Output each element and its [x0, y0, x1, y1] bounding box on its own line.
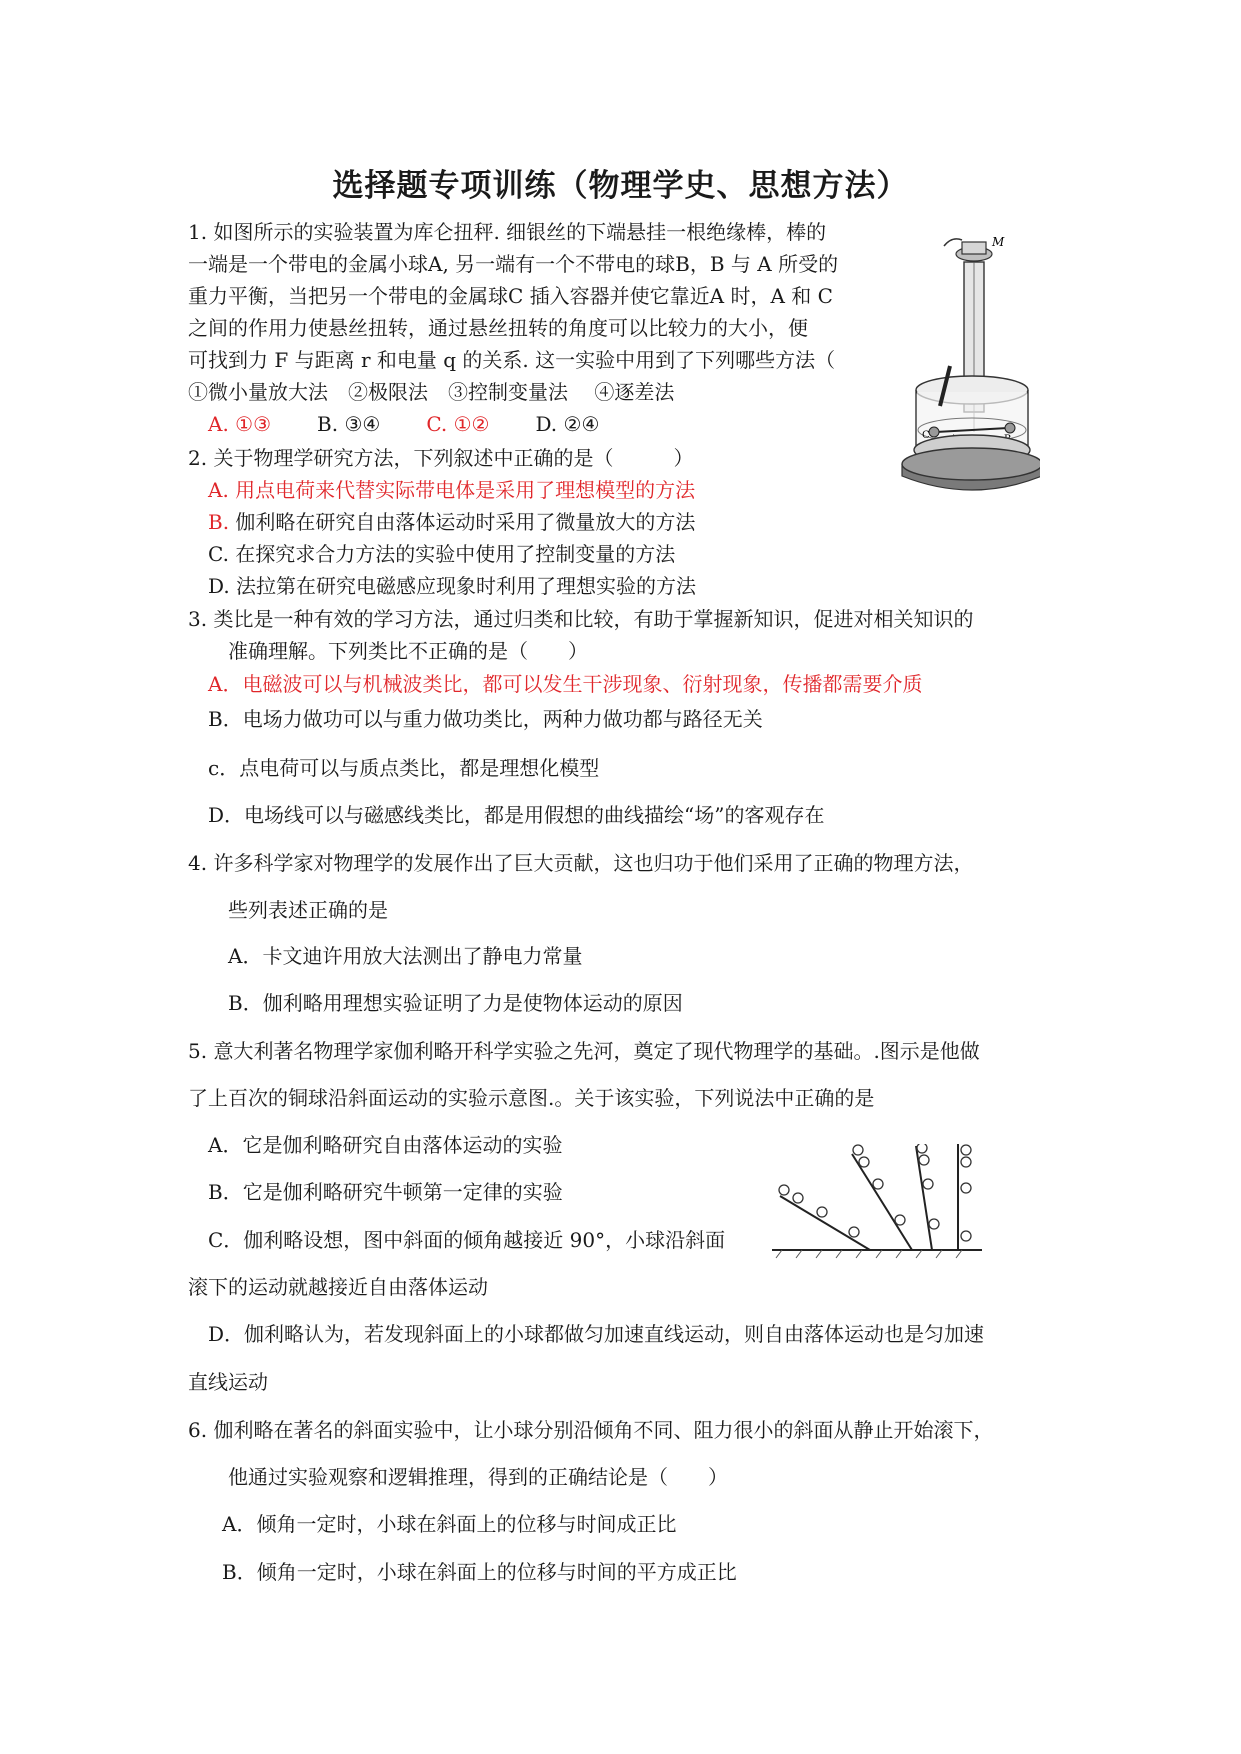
q5-stem-cont: 了上百次的铜球沿斜面运动的实验示意图.。关于该实验，下列说法中正确的是 [188, 1086, 875, 1110]
q1-option-c: C. ①② [426, 412, 490, 436]
q2-stem: 2. 关于物理学研究方法，下列叙述中正确的是（ ） [188, 446, 694, 470]
q5-option-d: D．伽利略认为，若发现斜面上的小球都做匀加速直线运动，则自由落体运动也是匀加速 [208, 1322, 985, 1346]
q5-option-c: C．伽利略设想，图中斜面的倾角越接近 90°，小球沿斜面 [208, 1228, 726, 1252]
q1-line: 可找到力 F 与距离 r 和电量 q 的关系. 这一实验中用到了下列哪些方法（ [188, 348, 836, 372]
q6-option-b: B．倾角一定时，小球在斜面上的位移与时间的平方成正比 [222, 1560, 737, 1584]
q1-options [208, 412, 645, 436]
q4-option-a: A．卡文迪许用放大法测出了静电力常量 [228, 944, 583, 968]
q6-stem: 6. 伽利略在著名的斜面实验中，让小球分别沿倾角不同、阻力很小的斜面从静止开始滚下， [188, 1418, 994, 1442]
q1-line: 一端是一个带电的金属小球A, 另一端有一个不带电的球B，B 与 A 所受的 [188, 252, 839, 276]
q1-line: 之间的作用力使悬丝扭转，通过悬丝扭转的角度可以比较力的大小，便 [188, 316, 808, 340]
q1-option-a: A. ①③ [208, 412, 272, 436]
q4-option-b: B．伽利略用理想实验证明了力是使物体运动的原因 [228, 991, 683, 1015]
q5-option-b: B．它是伽利略研究牛顿第一定律的实验 [208, 1180, 563, 1204]
q4-stem: 4. 许多科学家对物理学的发展作出了巨大贡献，这也归功于他们采用了正确的物理方法， [188, 851, 974, 875]
q3-option-b: B．电场力做功可以与重力做功类比，两种力做功都与路径无关 [208, 707, 763, 731]
q5-option-a: A．它是伽利略研究自由落体运动的实验 [208, 1133, 563, 1157]
q4-stem-cont: 些列表述正确的是 [228, 898, 388, 922]
q2-option-c: C. 在探究求合力方法的实验中使用了控制变量的方法 [208, 542, 676, 566]
q6-stem-cont: 他通过实验观察和逻辑推理，得到的正确结论是（ ） [228, 1465, 728, 1489]
label-m: M [992, 235, 1005, 249]
q3-option-c: c．点电荷可以与质点类比，都是理想化模型 [208, 756, 600, 780]
q1-option-d: D. ②④ [535, 412, 600, 436]
q3-stem-cont: 准确理解。下列类比不正确的是（ ） [228, 639, 588, 663]
q3-option-d: D．电场线可以与磁感线类比，都是用假想的曲线描绘“场”的客观存在 [208, 803, 825, 827]
page-title: 选择题专项训练（物理学史、思想方法） [332, 168, 909, 204]
q6-option-a: A．倾角一定时，小球在斜面上的位移与时间成正比 [222, 1512, 677, 1536]
q3-option-a: A．电磁波可以与机械波类比，都可以发生干涉现象、衍射现象，传播都需要介质 [208, 672, 923, 696]
q1-methods: ①微小量放大法 ②极限法 ③控制变量法 ④逐差法 [188, 380, 675, 404]
q2-option-a: A. 用点电荷来代替实际带电体是采用了理想模型的方法 [208, 478, 696, 502]
q3-stem: 3. 类比是一种有效的学习方法，通过归类和比较，有助于掌握新知识，促进对相关知识的 [188, 607, 974, 631]
q2-option-b-letter: B. [208, 510, 230, 534]
q1-line: 1. 如图所示的实验装置为库仑扭秤. 细银丝的下端悬挂一根绝缘棒，棒的 [188, 220, 827, 244]
q1-line: 重力平衡，当把另一个带电的金属球C 插入容器并使它靠近A 时，A 和 C [188, 284, 833, 308]
q5-option-d-cont: 直线运动 [188, 1370, 268, 1394]
inclined-planes-figure [772, 1144, 986, 1266]
q2-option-d: D. 法拉第在研究电磁感应现象时利用了理想实验的方法 [208, 574, 697, 598]
q5-stem: 5. 意大利著名物理学家伽利略开科学实验之先河，奠定了现代物理学的基础。.图示是他做 [188, 1039, 980, 1063]
q2-option-b-text: 伽利略在研究自由落体运动时采用了微量放大的方法 [229, 510, 696, 534]
label-c: C [922, 430, 930, 441]
q5-option-c-cont: 滚下的运动就越接近自由落体运动 [188, 1275, 488, 1299]
torsion-balance-figure [892, 232, 1040, 516]
q2-option-b [208, 510, 695, 534]
q1-option-b: B. ③④ [317, 412, 381, 436]
